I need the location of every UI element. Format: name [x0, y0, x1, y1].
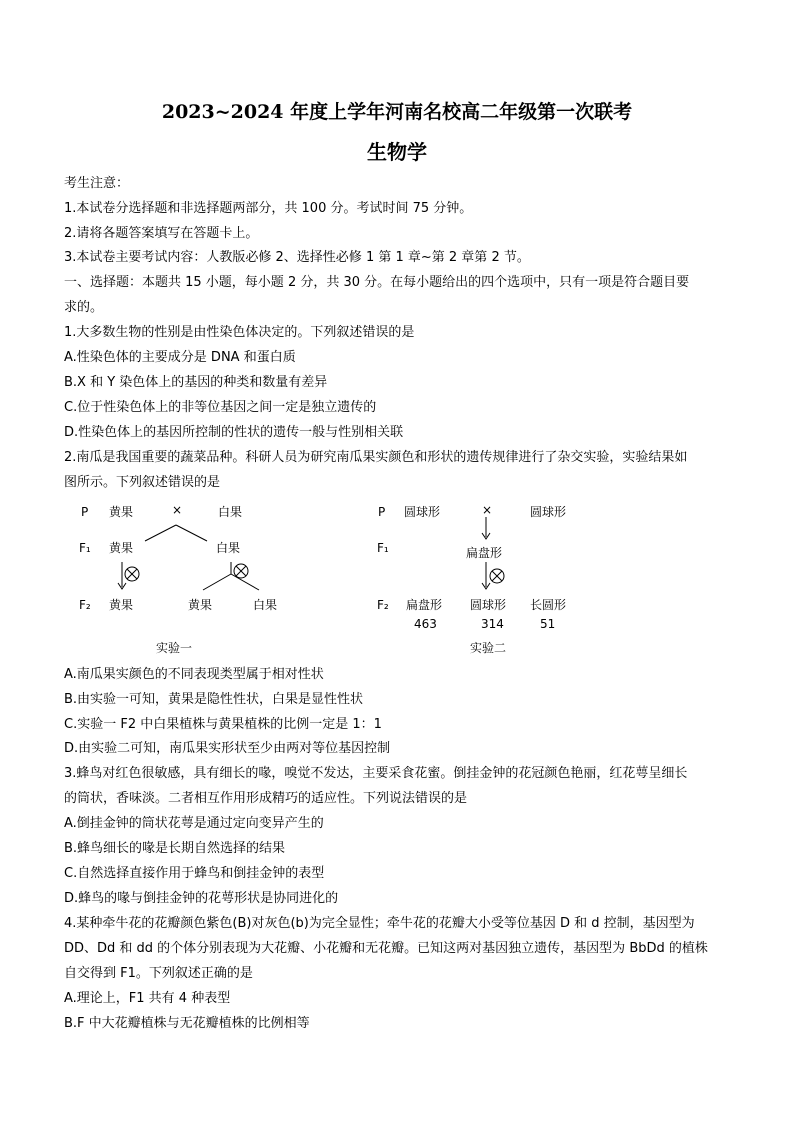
option: B.F 中大花瓣植株与无花瓣植株的比例相等 — [64, 1016, 310, 1031]
exp1-lines — [118, 525, 259, 590]
exp1-branch-right — [176, 525, 207, 541]
exp2-p-round: 圆球形 — [404, 505, 441, 519]
option: B.由实验一可知，黄果是隐性性状，白果是显性性状 — [64, 692, 364, 707]
option: C.自然选择直接作用于蜂鸟和倒挂金钟的表型 — [64, 866, 325, 881]
exp2-f2-disc: 扁盘形 — [406, 598, 443, 612]
question-stem: 的筒状，香味淡。二者相互作用形成精巧的适应性。下列说法错误的是 — [64, 791, 468, 806]
exp2-p-round: 圆球形 — [530, 505, 567, 519]
exp1-p-yellow: 黄果 — [109, 505, 134, 519]
exp1-p-white: 白果 — [218, 505, 243, 519]
exp2-count-round: 314 — [481, 617, 504, 631]
question-stem: 1.大多数生物的性别是由性染色体决定的。下列叙述错误的是 — [64, 325, 415, 340]
notice-item: 3.本试卷主要考试内容：人教版必修 2、选择性必修 1 第 1 章~第 2 章第 2 节。 — [64, 250, 530, 265]
exp1-f1-yellow: 黄果 — [109, 541, 134, 555]
option: C.位于性染色体上的非等位基因之间一定是独立遗传的 — [64, 400, 377, 415]
exp2-f2-long: 长圆形 — [530, 598, 567, 612]
exp1-cross-sign: × — [172, 503, 183, 517]
exp1-branch-f2-left — [203, 574, 231, 590]
notice-item: 1.本试卷分选择题和非选择题两部分，共 100 分。考试时间 75 分钟。 — [64, 201, 473, 216]
option: B.蜂鸟细长的喙是长期自然选择的结果 — [64, 841, 286, 856]
exp1-f1-label: F₁ — [79, 541, 91, 555]
exam-title: 2023~2024 年度上学年河南名校高二年级第一次联考 — [161, 101, 633, 123]
question-stem: 2.南瓜是我国重要的蔬菜品种。科研人员为研究南瓜果实颜色和形状的遗传规律进行了杂交实验，实验结果如 — [64, 450, 688, 465]
question-stem: 3.蜂鸟对红色很敏感，具有细长的喙，嗅觉不发达，主要采食花蜜。倒挂金钟的花冠颜色艳丽，红花萼呈细长 — [64, 766, 688, 781]
question-stem: 图所示。下列叙述错误的是 — [64, 475, 221, 490]
exp1-f2-yellow: 黄果 — [109, 598, 134, 612]
question-stem: 自交得到 F1。下列叙述正确的是 — [64, 966, 253, 981]
option: D.性染色体上的基因所控制的性状的遗传一般与性别相关联 — [64, 425, 404, 440]
cross-diagram-lines — [0, 495, 794, 665]
exp1-branch-left — [145, 525, 176, 541]
exp2-f2-round: 圆球形 — [470, 598, 507, 612]
question-stem: 4.某种牵牛花的花瓣颜色紫色(B)对灰色(b)为完全显性；牵牛花的花瓣大小受等位基因 D 和 d 控制，基因型为 — [64, 916, 695, 931]
exp1-p-label: P — [81, 505, 89, 519]
exp2-count-disc: 463 — [414, 617, 437, 631]
option: A.理论上，F1 共有 4 种表型 — [64, 991, 231, 1006]
exp1-f1-white: 白果 — [216, 541, 241, 555]
exp1-f2-white: 白果 — [253, 598, 278, 612]
option: C.实验一 F2 中白果植株与黄果植株的比例一定是 1：1 — [64, 717, 382, 732]
exam-subject: 生物学 — [367, 140, 427, 164]
option: B.X 和 Y 染色体上的基因的种类和数量有差异 — [64, 375, 328, 390]
cross-diagram — [0, 495, 794, 665]
notice-item: 2.请将各题答案填写在答题卡上。 — [64, 226, 259, 241]
exp2-f2-label: F₂ — [377, 598, 389, 612]
section-intro: 一、选择题：本题共 15 小题，每小题 2 分，共 30 分。在每小题给出的四个选项中，只有一项是符合题目要 — [64, 275, 690, 290]
exp2-caption: 实验二 — [470, 641, 507, 655]
exp2-f1-disc: 扁盘形 — [466, 546, 503, 560]
exp1-f2-yellow: 黄果 — [188, 598, 213, 612]
exp2-cross-sign: × — [482, 503, 493, 517]
exp2-count-long: 51 — [540, 617, 556, 631]
section-intro: 求的。 — [64, 300, 104, 315]
option: A.倒挂金钟的筒状花萼是通过定向变异产生的 — [64, 816, 324, 831]
option: D.蜂鸟的喙与倒挂金钟的花萼形状是协同进化的 — [64, 891, 339, 906]
question-stem: DD、Dd 和 dd 的个体分别表现为大花瓣、小花瓣和无花瓣。已知这两对基因独立遗传，基因型为 BbDd 的植株 — [64, 941, 708, 956]
exp2-f1-label: F₁ — [377, 541, 389, 555]
exp2-p-label: P — [378, 505, 386, 519]
exp1-caption: 实验一 — [156, 641, 193, 655]
option: A.性染色体的主要成分是 DNA 和蛋白质 — [64, 350, 296, 365]
exp1-f2-label: F₂ — [79, 598, 91, 612]
notice-heading: 考生注意： — [64, 176, 130, 191]
option: A.南瓜果实颜色的不同表现类型属于相对性状 — [64, 667, 324, 682]
option: D.由实验二可知，南瓜果实形状至少由两对等位基因控制 — [64, 741, 391, 756]
